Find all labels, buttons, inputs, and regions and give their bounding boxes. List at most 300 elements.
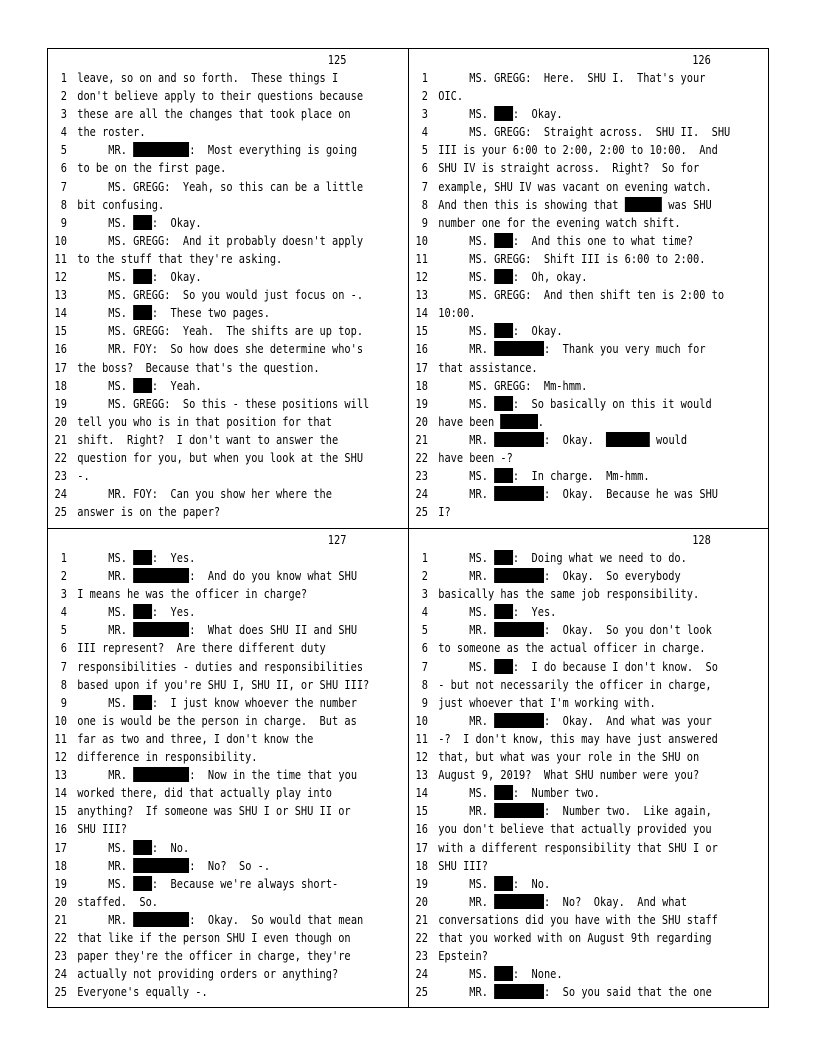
line-number: 15 — [54, 804, 67, 819]
transcript-line — [409, 286, 725, 304]
text-segment: : Okay. — [151, 215, 202, 230]
text-segment: MR. — [438, 569, 495, 584]
text-segment: : Okay. So everybody — [544, 569, 681, 584]
text-segment: MS. GREGG: Yeah. The shifts are up top. — [77, 324, 364, 339]
transcript-line — [48, 178, 364, 196]
line-number: 21 — [415, 912, 428, 927]
text-segment: have been -? — [438, 450, 513, 465]
line-text — [77, 875, 338, 893]
line-number: 5 — [421, 623, 428, 638]
transcript-line — [48, 123, 358, 141]
transcript-line — [48, 431, 358, 449]
text-segment: MR. — [77, 623, 134, 638]
text-segment: MR. — [438, 342, 495, 357]
text-segment: MS. GREGG: Straight across. SHU II. SHU — [438, 125, 731, 140]
transcript-line — [409, 250, 719, 268]
line-text — [438, 467, 649, 485]
text-segment: : And this one to what time? — [512, 233, 694, 248]
line-text — [438, 911, 718, 929]
redaction-block — [494, 323, 513, 338]
line-number: 8 — [421, 677, 428, 692]
text-segment: example, SHU IV was vacant on evening watch. — [438, 179, 712, 194]
line-text — [77, 658, 363, 676]
line-text — [77, 983, 207, 1001]
line-text — [438, 965, 562, 983]
line-text — [77, 621, 357, 639]
text-segment: SHU IV is straight across. Right? So for — [438, 161, 700, 176]
line-text — [438, 87, 463, 105]
line-number: 16 — [54, 342, 67, 357]
transcript-line — [48, 929, 358, 947]
text-segment: MS. — [438, 396, 495, 411]
line-number: 8 — [60, 677, 67, 692]
text-segment: MS. GREGG: Here. SHU I. That's your — [438, 71, 706, 85]
transcript-line — [409, 567, 719, 585]
transcript-line — [409, 658, 719, 676]
line-text — [438, 322, 562, 340]
line-text — [438, 178, 711, 196]
text-segment: MR. — [77, 143, 134, 158]
line-text — [77, 766, 357, 784]
line-number: 2 — [421, 89, 428, 104]
line-number: 14 — [415, 306, 428, 321]
text-segment: : Now in the time that you — [189, 768, 358, 783]
text-segment: -. — [77, 469, 90, 484]
line-text — [77, 567, 357, 585]
redaction-block — [494, 106, 513, 121]
text-segment: : Oh, okay. — [512, 270, 588, 285]
text-segment: 10:00. — [438, 306, 476, 321]
text-segment: MS. — [438, 659, 495, 674]
line-number: 7 — [421, 659, 428, 674]
transcript-line — [409, 467, 719, 485]
transcript-line — [48, 857, 358, 875]
line-text — [77, 694, 357, 712]
line-text — [77, 467, 89, 485]
text-segment: bit confusing. — [77, 197, 165, 212]
line-text — [438, 839, 718, 857]
line-text — [438, 105, 562, 123]
text-segment: that like if the person SHU I even though on — [77, 930, 351, 945]
redaction-block — [494, 269, 513, 284]
line-text — [77, 676, 369, 694]
transcript-line — [48, 965, 358, 983]
line-text — [77, 322, 363, 340]
page-number: 127 — [327, 533, 347, 547]
redaction-block — [133, 215, 152, 230]
text-segment: MS. — [77, 605, 134, 620]
text-segment: - but not necessarily the officer in charge, — [438, 677, 712, 692]
transcript-line — [409, 395, 719, 413]
line-number: 6 — [421, 161, 428, 176]
text-segment: MR. — [77, 858, 134, 873]
line-text — [438, 304, 475, 322]
line-text — [77, 214, 201, 232]
line-number: 18 — [415, 858, 428, 873]
line-number: 20 — [54, 414, 67, 429]
text-segment: answer is on the paper? — [77, 505, 221, 520]
redaction-block — [494, 550, 513, 565]
line-text — [438, 286, 724, 304]
redaction-block — [494, 468, 513, 483]
line-number: 14 — [54, 786, 67, 801]
line-text — [77, 377, 201, 395]
text-segment: : Doing what we need to do. — [512, 551, 687, 565]
line-number: 13 — [415, 768, 428, 783]
line-number: 5 — [60, 143, 67, 158]
text-segment: : And do you know what SHU — [189, 569, 358, 584]
text-segment: : None. — [512, 967, 563, 982]
line-number: 12 — [415, 270, 428, 285]
transcript-line — [409, 712, 719, 730]
line-number: 23 — [415, 469, 428, 484]
text-segment: MR. — [438, 894, 495, 909]
text-segment: MR. FOY: Can you show her where the — [77, 487, 332, 502]
transcript-line — [409, 730, 719, 748]
transcript-line — [48, 304, 358, 322]
redaction-block — [133, 858, 189, 873]
transcript-line — [48, 947, 358, 965]
text-segment: : I do because I don't know. So — [512, 659, 718, 674]
transcript-line — [48, 621, 358, 639]
line-text — [438, 784, 600, 802]
transcript-line — [409, 178, 719, 196]
text-segment: And then this is showing that — [438, 197, 625, 212]
line-number: 13 — [415, 288, 428, 303]
transcript-line — [48, 712, 358, 730]
text-segment: MS. GREGG: And it probably doesn't apply — [77, 233, 364, 248]
page-lines — [48, 549, 370, 1001]
text-segment: . — [537, 414, 545, 429]
transcript-line — [48, 911, 364, 929]
line-number: 22 — [54, 930, 67, 945]
line-number: 4 — [421, 605, 428, 620]
line-number: 16 — [415, 822, 428, 837]
transcript-line — [48, 603, 358, 621]
text-segment: MR. — [438, 623, 495, 638]
line-number: 11 — [54, 251, 67, 266]
text-segment: to be on the first page. — [77, 161, 227, 176]
text-segment: : Okay. — [512, 107, 563, 122]
text-segment: basically has the same job responsibility. — [438, 587, 700, 602]
text-segment: : I just know whoever the number — [151, 695, 357, 710]
text-segment: to someone as the actual officer in charge. — [438, 641, 706, 656]
text-segment: that you worked with on August 9th regarding — [438, 930, 712, 945]
line-number: 19 — [54, 396, 67, 411]
redaction-block — [133, 142, 189, 157]
line-number: 16 — [415, 342, 428, 357]
line-text — [77, 639, 326, 657]
line-text — [77, 857, 270, 875]
transcript-line — [409, 965, 719, 983]
redaction-block — [133, 378, 152, 393]
redaction-block — [133, 876, 152, 891]
line-number: 13 — [54, 288, 67, 303]
line-number: 4 — [421, 125, 428, 140]
line-number: 24 — [415, 967, 428, 982]
line-number: 1 — [60, 71, 67, 85]
redaction-block — [133, 305, 152, 320]
text-segment: : Okay. Because he was SHU — [544, 487, 719, 502]
redaction-block — [494, 803, 544, 818]
line-text — [438, 431, 687, 449]
text-segment: III is your 6:00 to 2:00, 2:00 to 10:00. And — [438, 143, 718, 158]
line-text — [77, 603, 195, 621]
text-segment: that assistance. — [438, 360, 538, 375]
text-segment: MS. GREGG: Yeah, so this can be a little — [77, 179, 364, 194]
text-segment: just whoever that I'm working with. — [438, 695, 656, 710]
text-segment: : Yes. — [512, 605, 557, 620]
text-segment: I? — [438, 505, 451, 520]
line-text — [438, 857, 488, 875]
page-number: 125 — [327, 53, 347, 67]
text-segment: MS. GREGG: Mm-hmm. — [438, 378, 588, 393]
transcript-line — [48, 105, 358, 123]
transcript-line — [409, 196, 719, 214]
text-segment: responsibilities - duties and responsibilities — [77, 659, 364, 674]
transcript-line — [48, 567, 358, 585]
line-text — [438, 141, 718, 159]
text-segment: MR. — [438, 487, 495, 502]
text-segment: MR. — [438, 713, 495, 728]
transcript-line — [48, 549, 358, 567]
line-text — [77, 178, 363, 196]
text-segment: based upon if you're SHU I, SHU II, or SHU III? — [77, 677, 370, 692]
line-text — [438, 802, 712, 820]
transcript-line — [48, 639, 358, 657]
transcript-line — [409, 766, 719, 784]
line-text — [438, 893, 687, 911]
text-segment: MS. GREGG: Shift III is 6:00 to 2:00. — [438, 251, 706, 266]
transcript-line — [48, 141, 358, 159]
text-segment: you don't believe that actually provided you — [438, 822, 712, 837]
line-number: 21 — [54, 912, 67, 927]
line-text — [77, 730, 313, 748]
line-text — [438, 214, 680, 232]
line-number: 24 — [54, 487, 67, 502]
page-number: 126 — [692, 53, 711, 67]
transcript-line — [48, 159, 358, 177]
text-segment: the boss? Because that's the question. — [77, 360, 320, 375]
redaction-block — [494, 233, 513, 248]
text-segment: one is would be the person in charge. But as — [77, 713, 357, 728]
text-segment: : No. — [512, 876, 551, 891]
transcript-line — [409, 802, 719, 820]
line-text — [438, 748, 699, 766]
line-text — [77, 712, 357, 730]
line-text — [438, 603, 556, 621]
text-segment: MS. — [77, 876, 134, 891]
transcript-line — [48, 893, 358, 911]
text-segment: : Number two. Like again, — [544, 804, 712, 819]
line-number: 10 — [54, 713, 67, 728]
redaction-block — [494, 622, 544, 637]
redaction-block — [494, 876, 513, 891]
transcript-line — [48, 820, 358, 838]
redaction-block — [494, 659, 513, 674]
text-segment: MS. — [438, 786, 495, 801]
line-number: 25 — [54, 505, 67, 520]
text-segment: MR. — [77, 912, 134, 927]
line-text — [438, 658, 718, 676]
text-segment: MS. — [438, 107, 495, 122]
line-number: 19 — [54, 876, 67, 891]
text-segment: the roster. — [77, 125, 146, 140]
line-number: 18 — [54, 378, 67, 393]
text-segment: MS. GREGG: So you would just focus on -. — [77, 288, 364, 303]
line-number: 6 — [421, 641, 428, 656]
line-number: 2 — [60, 89, 67, 104]
transcript-line — [48, 449, 364, 467]
line-text — [438, 929, 711, 947]
transcript-line — [409, 503, 719, 521]
text-segment: with a different responsibility that SHU I or — [438, 840, 718, 855]
line-number: 4 — [60, 125, 67, 140]
transcript-line — [48, 839, 358, 857]
line-number: 12 — [54, 750, 67, 765]
line-text — [77, 359, 319, 377]
redaction-block — [494, 966, 513, 981]
transcript-line — [409, 983, 719, 1001]
line-text — [77, 413, 332, 431]
text-segment: SHU III? — [438, 858, 488, 873]
text-segment: paper they're the officer in charge, they're — [77, 949, 351, 964]
transcript-line — [409, 784, 719, 802]
text-segment: number one for the evening watch shift. — [438, 215, 681, 230]
transcript-line — [409, 123, 731, 141]
line-text — [77, 503, 220, 521]
line-number: 23 — [54, 949, 67, 964]
transcript-line — [48, 268, 358, 286]
transcript-line — [48, 658, 364, 676]
line-text — [438, 585, 699, 603]
line-text — [438, 621, 712, 639]
text-segment: MR. — [438, 985, 495, 1000]
text-segment: anything? If someone was SHU I or SHU II or — [77, 804, 351, 819]
transcript-line — [409, 893, 719, 911]
text-segment: SHU III? — [77, 822, 127, 837]
redaction-block — [133, 604, 152, 619]
line-number: 17 — [415, 840, 428, 855]
text-segment: MS. — [77, 840, 134, 855]
transcript-line — [48, 250, 358, 268]
redaction-block — [494, 396, 513, 411]
line-number: 2 — [60, 569, 67, 584]
redaction-block — [625, 197, 662, 212]
line-number: 14 — [415, 786, 428, 801]
line-text — [77, 893, 158, 911]
line-text — [77, 431, 338, 449]
line-number: 1 — [60, 551, 67, 565]
transcript-line — [48, 214, 358, 232]
line-text — [438, 712, 712, 730]
line-number: 18 — [415, 378, 428, 393]
line-text — [77, 820, 127, 838]
text-segment: : So you said that the one — [544, 985, 712, 1000]
text-segment: : These two pages. — [151, 306, 270, 321]
text-segment: MS. — [77, 551, 134, 565]
text-segment: MS. — [77, 695, 134, 710]
text-segment: shift. Right? I don't want to answer the — [77, 432, 339, 447]
line-text — [77, 232, 363, 250]
text-segment: was SHU — [662, 197, 712, 212]
line-number: 23 — [415, 949, 428, 964]
transcript-line — [48, 467, 358, 485]
line-number: 13 — [54, 768, 67, 783]
transcript-line — [409, 857, 719, 875]
line-number: 16 — [54, 822, 67, 837]
text-segment: Everyone's equally -. — [77, 985, 208, 1000]
line-number: 5 — [60, 623, 67, 638]
line-number: 17 — [54, 360, 67, 375]
transcript-line — [409, 875, 719, 893]
horizontal-divider — [48, 528, 768, 529]
transcript-line — [409, 929, 719, 947]
line-text — [77, 250, 282, 268]
transcript-line — [48, 413, 358, 431]
line-number: 12 — [415, 750, 428, 765]
line-text — [438, 449, 513, 467]
text-segment: MS. — [438, 605, 495, 620]
transcript-line — [48, 730, 358, 748]
line-number: 11 — [415, 251, 428, 266]
line-text — [77, 802, 350, 820]
text-segment: : Okay. So you don't look — [544, 623, 712, 638]
text-segment: : No. — [151, 840, 190, 855]
line-text — [438, 232, 693, 250]
line-number: 5 — [421, 143, 428, 158]
redaction-block — [133, 269, 152, 284]
line-number: 6 — [60, 161, 67, 176]
line-number: 3 — [421, 587, 428, 602]
line-number: 18 — [54, 858, 67, 873]
text-segment: : Thank you very much for — [544, 342, 706, 357]
text-segment: question for you, but when you look at the SHU — [77, 450, 364, 465]
transcript-line — [409, 585, 719, 603]
line-number: 21 — [54, 432, 67, 447]
text-segment: MS. — [438, 876, 495, 891]
text-segment: -? I don't know, this may have just answered — [438, 731, 718, 746]
line-number: 1 — [421, 71, 428, 85]
line-number: 22 — [415, 930, 428, 945]
line-number: 19 — [415, 876, 428, 891]
line-number: 24 — [415, 487, 428, 502]
transcript-line — [48, 359, 358, 377]
transcript-page-127 — [48, 529, 370, 1008]
transcript-line — [48, 694, 358, 712]
line-number: 22 — [54, 450, 67, 465]
line-number: 20 — [54, 894, 67, 909]
transcript-line — [409, 413, 719, 431]
text-segment: : Most everything is going — [189, 143, 358, 158]
line-text — [77, 585, 307, 603]
line-text — [77, 286, 363, 304]
transcript-line — [409, 431, 719, 449]
line-text — [438, 766, 699, 784]
transcript-line — [409, 603, 719, 621]
text-segment: : Okay. And what was your — [544, 713, 712, 728]
line-text — [438, 730, 718, 748]
redaction-block — [494, 713, 544, 728]
transcript-line — [409, 639, 719, 657]
line-number: 22 — [415, 450, 428, 465]
transcript-line — [409, 911, 719, 929]
line-number: 23 — [54, 469, 67, 484]
transcript-line — [48, 784, 358, 802]
line-text — [438, 639, 705, 657]
line-number: 21 — [415, 432, 428, 447]
line-number: 24 — [54, 967, 67, 982]
